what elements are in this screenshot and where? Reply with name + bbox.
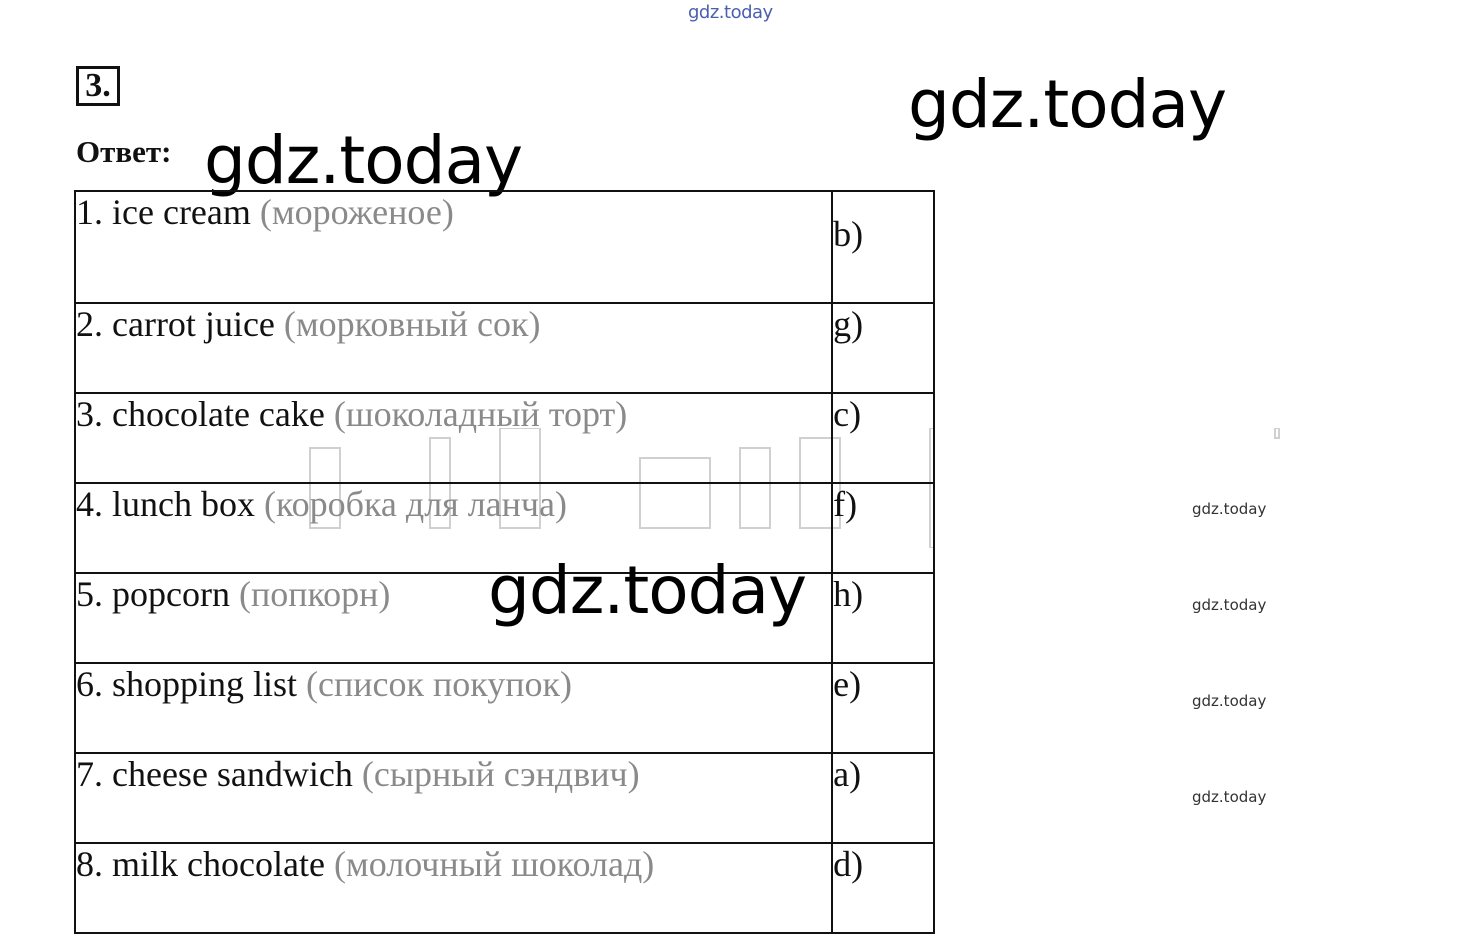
- letter-cell: [832, 191, 934, 303]
- side-watermark: gdz.today: [1192, 500, 1267, 518]
- table-row: [75, 753, 934, 843]
- table-row: [75, 843, 934, 933]
- answer-label: Ответ:: [76, 134, 172, 169]
- match-letter: b): [833, 214, 864, 254]
- match-letter: g): [833, 304, 864, 344]
- letter-cell: [832, 393, 934, 483]
- item-cell: [75, 191, 832, 303]
- item-russian: (коробка для ланча): [263, 484, 567, 524]
- table-row: [75, 393, 934, 483]
- item-russian: (шоколадный торт): [333, 394, 628, 434]
- item-russian: (попкорн): [238, 574, 391, 614]
- letter-cell: [832, 483, 934, 573]
- letter-cell: [832, 663, 934, 753]
- item-russian: (список покупок): [306, 664, 572, 704]
- watermark-large-table: gdz.today: [488, 552, 807, 629]
- watermark-large-top-right: gdz.today: [908, 66, 1227, 143]
- letter-cell: [832, 753, 934, 843]
- item-english: milk chocolate: [112, 844, 325, 884]
- side-watermark: gdz.today: [1192, 596, 1267, 614]
- item-russian: (сырный сэндвич): [361, 754, 640, 794]
- match-letter: h): [833, 574, 864, 614]
- item-english: popcorn: [112, 574, 230, 614]
- item-english: lunch box: [112, 484, 255, 524]
- item-number: 5.: [76, 574, 103, 614]
- item-cell: [75, 843, 832, 933]
- table-row: [75, 663, 934, 753]
- letter-cell: [832, 303, 934, 393]
- item-english: ice cream: [112, 192, 251, 232]
- top-watermark: gdz.today: [688, 2, 773, 23]
- item-number: 1.: [76, 192, 103, 232]
- match-letter: d): [833, 844, 864, 884]
- item-cell: [75, 663, 832, 753]
- item-number: 8.: [76, 844, 103, 884]
- item-english: carrot juice: [112, 304, 275, 344]
- table-row: [75, 191, 934, 303]
- match-letter: f): [833, 484, 858, 524]
- task-number-box: [76, 66, 120, 106]
- item-russian: (морковный сок): [283, 304, 541, 344]
- item-russian: (мороженое): [259, 192, 454, 232]
- item-cell: [75, 303, 832, 393]
- item-english: chocolate cake: [112, 394, 325, 434]
- letter-cell: [832, 573, 934, 663]
- item-number: 3.: [76, 394, 103, 434]
- task-number: 3.: [85, 67, 111, 104]
- item-cell: [75, 753, 832, 843]
- item-english: shopping list: [112, 664, 298, 704]
- letter-cell: [832, 843, 934, 933]
- match-letter: e): [833, 664, 862, 704]
- item-number: 7.: [76, 754, 103, 794]
- item-number: 4.: [76, 484, 103, 524]
- match-letter: c): [833, 394, 862, 434]
- item-number: 6.: [76, 664, 103, 704]
- item-number: 2.: [76, 304, 103, 344]
- item-cell: [75, 393, 832, 483]
- match-letter: a): [833, 754, 862, 794]
- side-watermark: gdz.today: [1192, 788, 1267, 806]
- table-row: [75, 303, 934, 393]
- item-russian: (молочный шоколад): [333, 844, 655, 884]
- item-english: cheese sandwich: [112, 754, 353, 794]
- watermark-large-header: gdz.today: [204, 122, 523, 199]
- side-watermark: gdz.today: [1192, 692, 1267, 710]
